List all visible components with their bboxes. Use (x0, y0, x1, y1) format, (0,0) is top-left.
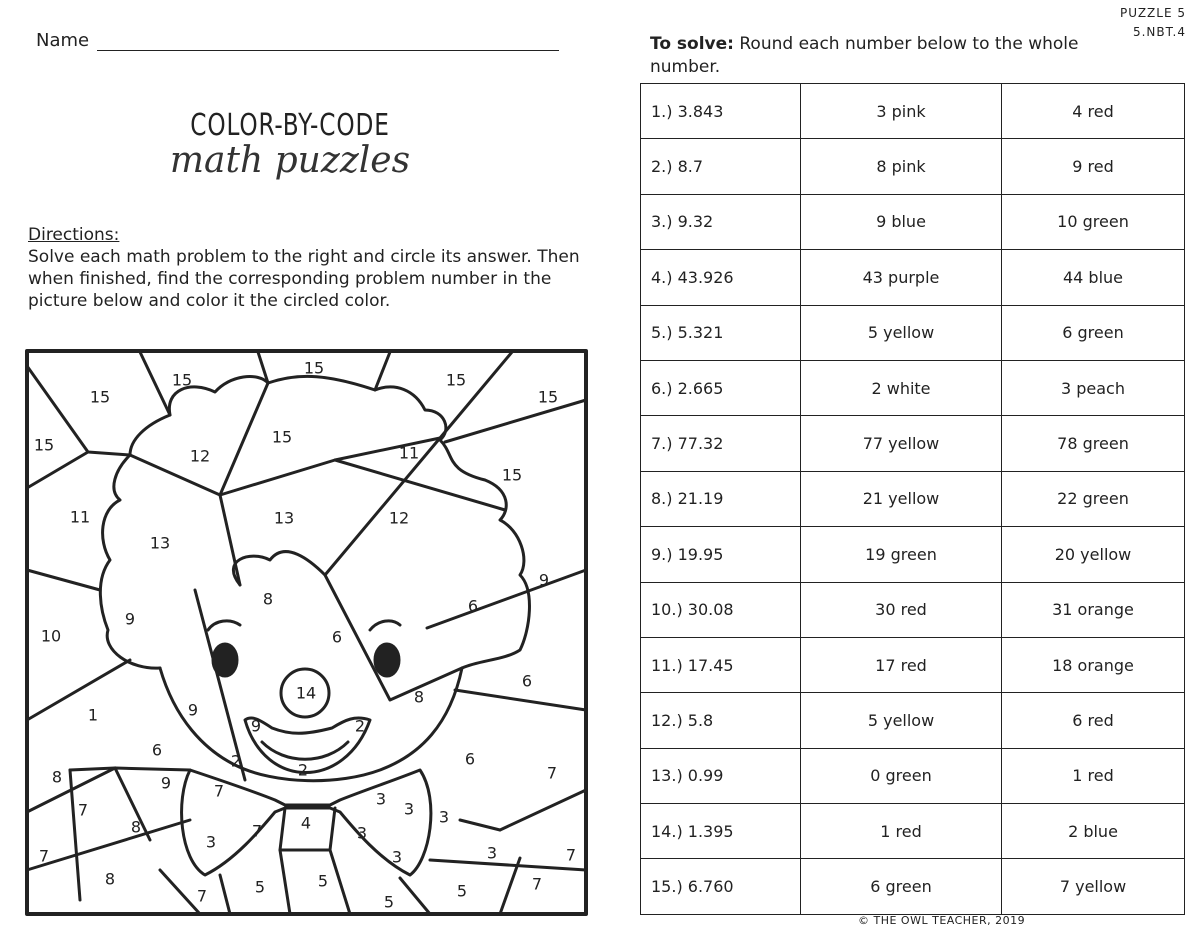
answer-option[interactable]: 1 red (1002, 748, 1185, 803)
answer-option[interactable]: 0 green (801, 748, 1002, 803)
table-row (641, 804, 1185, 859)
problem-cell: 13.) 0.99 (641, 748, 801, 803)
problem-cell: 8.) 21.19 (641, 471, 801, 526)
region-number[interactable]: 7 (196, 886, 208, 906)
problem-cell: 14.) 1.395 (641, 804, 801, 859)
answer-option[interactable]: 77 yellow (801, 416, 1002, 471)
name-line[interactable] (97, 32, 559, 51)
answer-option[interactable]: 6 red (1002, 693, 1185, 748)
name-field[interactable] (36, 30, 559, 51)
region-number[interactable]: 12 (189, 446, 211, 466)
answer-option[interactable]: 5 yellow (801, 305, 1002, 360)
directions-heading: Directions: (28, 225, 120, 245)
region-number[interactable]: 2 (354, 716, 366, 736)
table-row (641, 527, 1185, 582)
region-number[interactable]: 3 (403, 799, 415, 819)
region-number[interactable]: 9 (160, 773, 172, 793)
answer-option[interactable]: 18 orange (1002, 637, 1185, 692)
region-number[interactable]: 2 (297, 760, 309, 780)
region-number[interactable]: 13 (273, 508, 295, 528)
table-row (641, 637, 1185, 692)
region-number[interactable]: 15 (171, 370, 193, 390)
region-number[interactable]: 3 (356, 823, 368, 843)
answer-option[interactable]: 17 red (801, 637, 1002, 692)
problem-cell: 4.) 43.926 (641, 250, 801, 305)
title-main: COLOR-BY-CODE (190, 108, 390, 143)
standard-code: 5.NBT.4 (1132, 25, 1186, 39)
answer-option[interactable]: 9 blue (801, 194, 1002, 249)
problem-cell: 15.) 6.760 (641, 859, 801, 915)
answer-option[interactable]: 7 yellow (1002, 859, 1185, 915)
answer-option[interactable]: 22 green (1002, 471, 1185, 526)
answer-option[interactable]: 9 red (1002, 139, 1185, 194)
answer-option[interactable]: 19 green (801, 527, 1002, 582)
region-number[interactable]: 7 (565, 845, 577, 865)
answer-option[interactable]: 6 green (801, 859, 1002, 915)
answer-option[interactable]: 1 red (801, 804, 1002, 859)
region-number[interactable]: 3 (486, 843, 498, 863)
problem-cell: 11.) 17.45 (641, 637, 801, 692)
answer-option[interactable]: 2 white (801, 360, 1002, 415)
region-number[interactable]: 8 (104, 869, 116, 889)
region-number[interactable]: 13 (149, 533, 171, 553)
region-number[interactable]: 9 (250, 716, 262, 736)
answer-option[interactable]: 10 green (1002, 194, 1185, 249)
solve-text: Round each number below to the whole number. (650, 34, 1079, 77)
region-number[interactable]: 3 (375, 789, 387, 809)
table-row (641, 748, 1185, 803)
table-row (641, 305, 1185, 360)
table-row (641, 250, 1185, 305)
region-number[interactable]: 9 (124, 609, 136, 629)
answer-option[interactable]: 31 orange (1002, 582, 1185, 637)
region-number[interactable]: 8 (262, 589, 274, 609)
table-row (641, 194, 1185, 249)
name-label: Name (36, 30, 90, 51)
answer-option[interactable]: 30 red (801, 582, 1002, 637)
region-number[interactable]: 11 (69, 507, 91, 527)
directions-text: Solve each math problem to the right and circle its answer. Then when finished, find the corresponding problem number in the picture below and color it the circled color. (28, 247, 580, 311)
problem-cell: 3.) 9.32 (641, 194, 801, 249)
region-number[interactable]: 11 (398, 443, 420, 463)
answer-option[interactable]: 21 yellow (801, 471, 1002, 526)
region-number[interactable]: 15 (501, 465, 523, 485)
puzzle-number: PUZZLE 5 (1120, 6, 1186, 20)
region-number[interactable]: 5 (317, 871, 329, 891)
region-number[interactable]: 7 (38, 846, 50, 866)
region-number[interactable]: 10 (40, 626, 62, 646)
region-number[interactable]: 3 (438, 807, 450, 827)
problem-cell: 2.) 8.7 (641, 139, 801, 194)
clown-picture (25, 349, 588, 916)
region-number[interactable]: 8 (51, 767, 63, 787)
region-number[interactable]: 15 (89, 387, 111, 407)
table-row (641, 416, 1185, 471)
directions (28, 224, 608, 312)
table-row (641, 693, 1185, 748)
answer-option[interactable]: 5 yellow (801, 693, 1002, 748)
region-number[interactable]: 15 (445, 370, 467, 390)
region-number[interactable]: 7 (531, 874, 543, 894)
answer-option[interactable]: 43 purple (801, 250, 1002, 305)
region-number[interactable]: 8 (413, 687, 425, 707)
region-number[interactable]: 7 (546, 763, 558, 783)
region-number[interactable]: 6 (521, 671, 533, 691)
region-number[interactable]: 6 (151, 740, 163, 760)
answer-table (640, 83, 1185, 915)
region-number[interactable]: 7 (77, 800, 89, 820)
table-row (641, 360, 1185, 415)
puzzle-tag (1120, 4, 1186, 42)
region-number[interactable]: 15 (271, 427, 293, 447)
region-number[interactable]: 5 (456, 881, 468, 901)
answer-option[interactable]: 3 peach (1002, 360, 1185, 415)
region-number[interactable]: 12 (388, 508, 410, 528)
problem-cell: 12.) 5.8 (641, 693, 801, 748)
problem-cell: 7.) 77.32 (641, 416, 801, 471)
region-number[interactable]: 7 (213, 781, 225, 801)
problem-cell: 5.) 5.321 (641, 305, 801, 360)
region-number[interactable]: 2 (230, 751, 242, 771)
answer-option[interactable]: 78 green (1002, 416, 1185, 471)
region-number[interactable]: 9 (538, 570, 550, 590)
answer-option[interactable]: 6 green (1002, 305, 1185, 360)
region-number[interactable]: 6 (467, 596, 479, 616)
region-number[interactable]: 3 (391, 847, 403, 867)
answer-option[interactable]: 3 pink (801, 84, 1002, 139)
answer-option[interactable]: 8 pink (801, 139, 1002, 194)
region-number[interactable]: 15 (33, 435, 55, 455)
region-number[interactable]: 4 (300, 813, 312, 833)
region-number[interactable]: 15 (303, 358, 325, 378)
copyright: © THE OWL TEACHER, 2019 (858, 914, 1026, 927)
region-number[interactable]: 6 (464, 749, 476, 769)
table-row (641, 84, 1185, 139)
region-number[interactable]: 14 (295, 683, 317, 703)
region-number[interactable]: 6 (331, 627, 343, 647)
title-sub: math puzzles (169, 140, 411, 181)
table-row (641, 582, 1185, 637)
region-number[interactable]: 15 (537, 387, 559, 407)
region-number[interactable]: 9 (187, 700, 199, 720)
table-row (641, 859, 1185, 915)
region-number[interactable]: 5 (254, 877, 266, 897)
answer-option[interactable]: 2 blue (1002, 804, 1185, 859)
solve-label: To solve: (650, 34, 734, 54)
table-row (641, 471, 1185, 526)
problem-cell: 6.) 2.665 (641, 360, 801, 415)
solve-instructions (650, 33, 1110, 79)
answer-option[interactable]: 44 blue (1002, 250, 1185, 305)
table-row (641, 139, 1185, 194)
region-number[interactable]: 1 (87, 705, 99, 725)
region-number[interactable]: 3 (205, 832, 217, 852)
answer-option[interactable]: 20 yellow (1002, 527, 1185, 582)
problem-cell: 9.) 19.95 (641, 527, 801, 582)
answer-option[interactable]: 4 red (1002, 84, 1185, 139)
problem-cell: 1.) 3.843 (641, 84, 801, 139)
problem-cell: 10.) 30.08 (641, 582, 801, 637)
region-number[interactable]: 7 (251, 821, 263, 841)
region-number[interactable]: 5 (383, 892, 395, 912)
region-number[interactable]: 8 (130, 817, 142, 837)
